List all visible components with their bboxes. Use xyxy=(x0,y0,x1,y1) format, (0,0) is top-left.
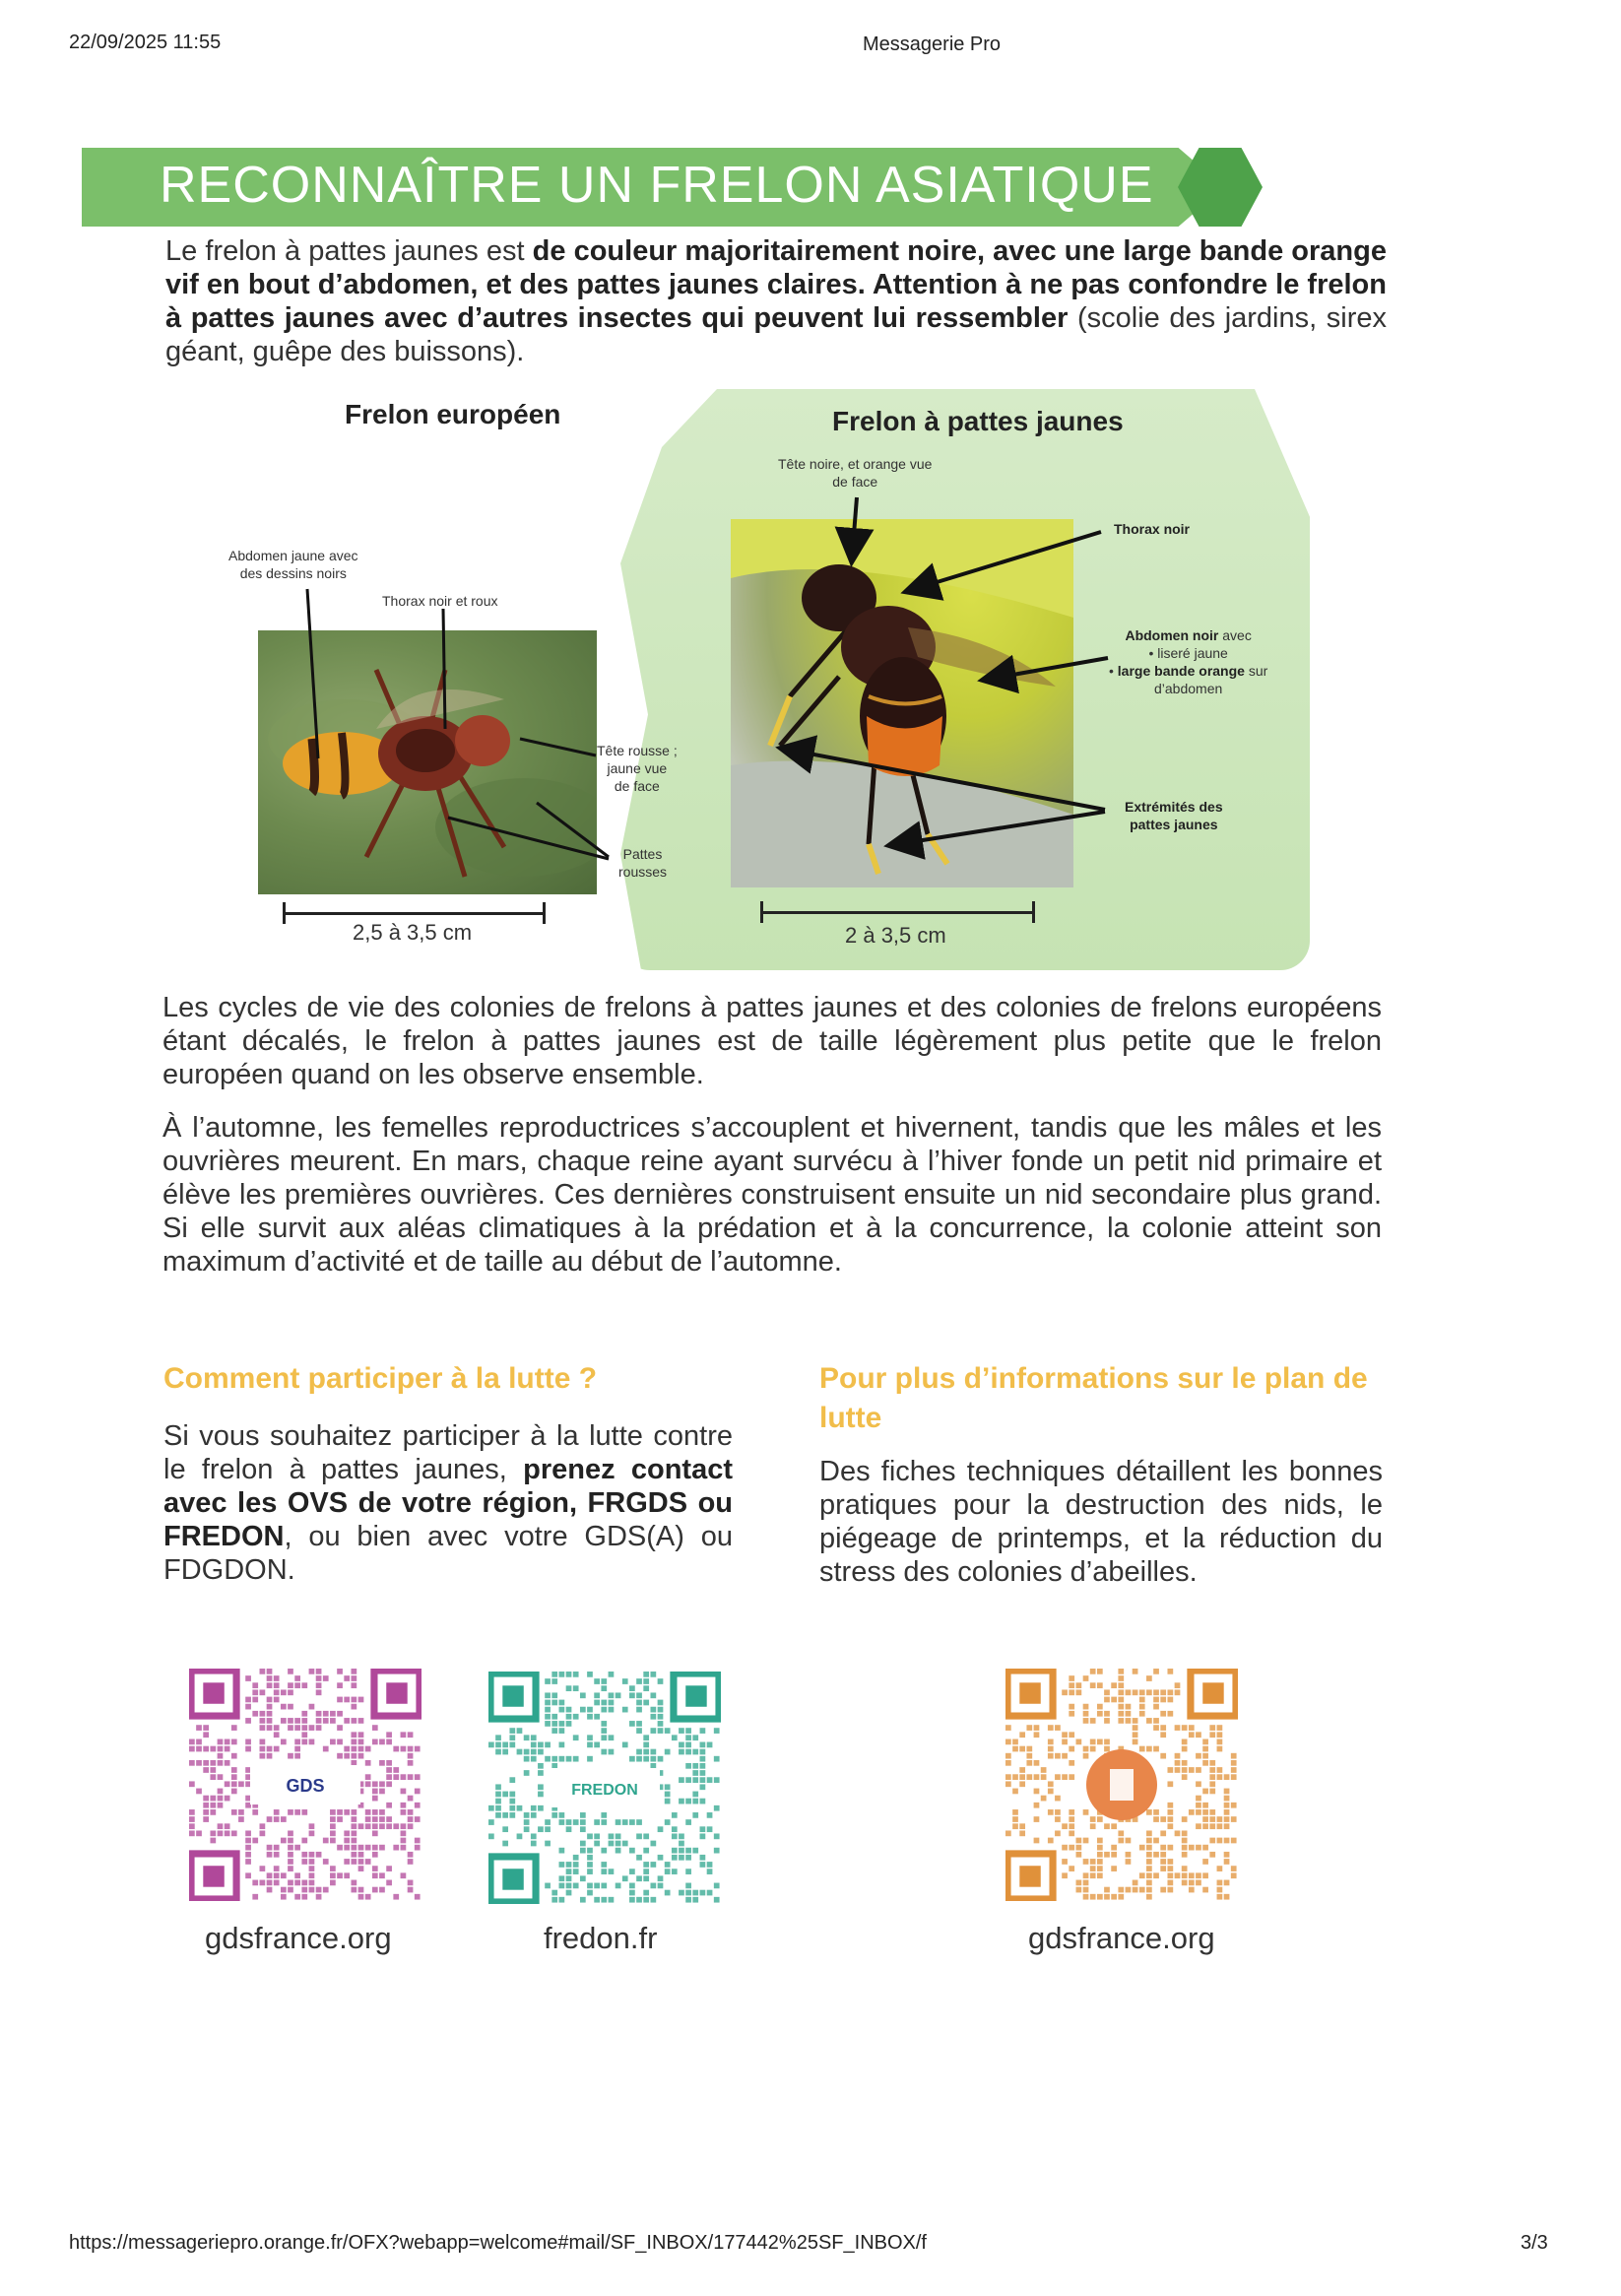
fredon-logo: FREDON xyxy=(571,1782,638,1799)
qr-finder-center-0 xyxy=(502,1685,523,1706)
as-scale-label: 2 à 3,5 cm xyxy=(845,923,946,948)
print-app-title: Messagerie Pro xyxy=(863,33,1002,55)
qr-url-gds[interactable]: gdsfrance.org xyxy=(205,1921,392,1955)
print-footer-url: https://messageriepro.orange.fr/OFX?webapp=welcome#mail/SF_INBOX/177442%25SF_INBOX/f xyxy=(69,2232,927,2254)
eu-scale-bar xyxy=(283,912,545,915)
qr-finder-center-2 xyxy=(1019,1866,1040,1886)
qr-finder-center-1 xyxy=(386,1682,407,1703)
eu-hornet-title: Frelon européen xyxy=(345,399,561,429)
intro-text-2: (scolie des jardins, sirex géant, guêpe des buissons). xyxy=(165,302,1387,367)
right-section-heading: Pour plus d’informations sur le plan de lutte xyxy=(819,1362,1368,1434)
eu-label-abdomen: Abdomen jaune avec des dessins noirs xyxy=(228,548,358,581)
qr-pattern xyxy=(189,1669,421,1901)
eu-label-thorax: Thorax noir et roux xyxy=(382,593,498,609)
qr-url-fredon[interactable]: fredon.fr xyxy=(544,1921,658,1955)
figure-pointer-lines xyxy=(0,0,1621,985)
left-section-heading: Comment participer à la lutte ? xyxy=(163,1362,598,1395)
as-label-head: Tête noire, et orange vue de face xyxy=(778,456,933,490)
qr-code-gds[interactable] xyxy=(189,1669,421,1901)
as-label-legs: Extrémités des pattes jaunes xyxy=(1125,799,1223,832)
print-datetime: 22/09/2025 11:55 xyxy=(69,32,222,53)
as-hornet-title: Frelon à pattes jaunes xyxy=(832,406,1124,436)
as-scale-tick-right xyxy=(1032,901,1035,923)
qr-pattern xyxy=(488,1672,721,1904)
intro-text-1: Le frelon à pattes jaunes est xyxy=(165,235,533,267)
qr-finder-center-0 xyxy=(203,1682,224,1703)
qr-url-plan[interactable]: gdsfrance.org xyxy=(1028,1921,1215,1955)
eu-label-head: Tête rousse ; jaune vue de face xyxy=(597,743,678,794)
eu-scale-label: 2,5 à 3,5 cm xyxy=(353,920,473,945)
eu-scale-tick-right xyxy=(543,902,546,924)
left-section-text: Si vous souhaitez participer à la lutte contre le frelon à pattes jaunes, prenez contact avec les OVS de votre région, FRGDS ou FREDON, ou bien avec votre GDS(A) ou FDGDON. xyxy=(163,1420,733,1586)
as-label-thorax: Thorax noir xyxy=(1114,521,1191,537)
body-paragraph-2: À l’automne, les femelles reproductrices s’accouplent et hivernent, tandis que les mâles et les ouvrières meurent. En mars, chaque reine ayant survécu à l’hiver fonde un petit nid primaire et élève les premières ouvrières. Ces dernières construisent ensuite un nid secondaire plus grand. Si elle survit aux aléas climatiques à la prédation et à la concurrence, la colonie atteint son maximum d’activité et de taille au début de l’automne. xyxy=(162,1112,1382,1278)
qr-finder-center-1 xyxy=(685,1685,706,1706)
qr-pattern xyxy=(1005,1669,1238,1901)
body-paragraph-1: Les cycles de vie des colonies de frelons à pattes jaunes et des colonies de frelons européens étant décalés, le frelon à pattes jaunes est de taille légèrement plus petite que le frelon européen quand on les observe ensemble. xyxy=(162,992,1382,1090)
gds-logo: GDS xyxy=(286,1776,325,1796)
qr-finder-center-2 xyxy=(203,1866,224,1886)
as-scale-bar xyxy=(760,911,1034,914)
qr-code-plan[interactable] xyxy=(1005,1669,1238,1901)
print-page-number: 3/3 xyxy=(1521,2232,1548,2254)
qr-finder-center-1 xyxy=(1202,1682,1223,1703)
qr-finder-center-2 xyxy=(502,1869,523,1889)
intro-text-bold: de couleur majoritairement noire, avec une large bande orange vif en bout d’abdomen, et des pattes jaunes claires. Attention à ne pas confondre le frelon à pattes jaunes avec d’autres insectes qui peuvent lui ressembler xyxy=(165,235,1387,334)
as-label-abdomen: Abdomen noir avec • liseré jaune • large bande orange sur d’abdomen xyxy=(1109,627,1268,696)
page-title: RECONNAÎTRE UN FRELON ASIATIQUE xyxy=(160,157,1154,214)
qr-finder-center-0 xyxy=(1019,1682,1040,1703)
qr-code-fredon[interactable] xyxy=(488,1672,721,1904)
eu-label-legs: Pattes rousses xyxy=(618,846,668,880)
right-section-text: Des fiches techniques détaillent les bonnes pratiques pour la destruction des nids, le piégeage de printemps, et la réduction du stress des colonies d’abeilles. xyxy=(819,1456,1383,1588)
